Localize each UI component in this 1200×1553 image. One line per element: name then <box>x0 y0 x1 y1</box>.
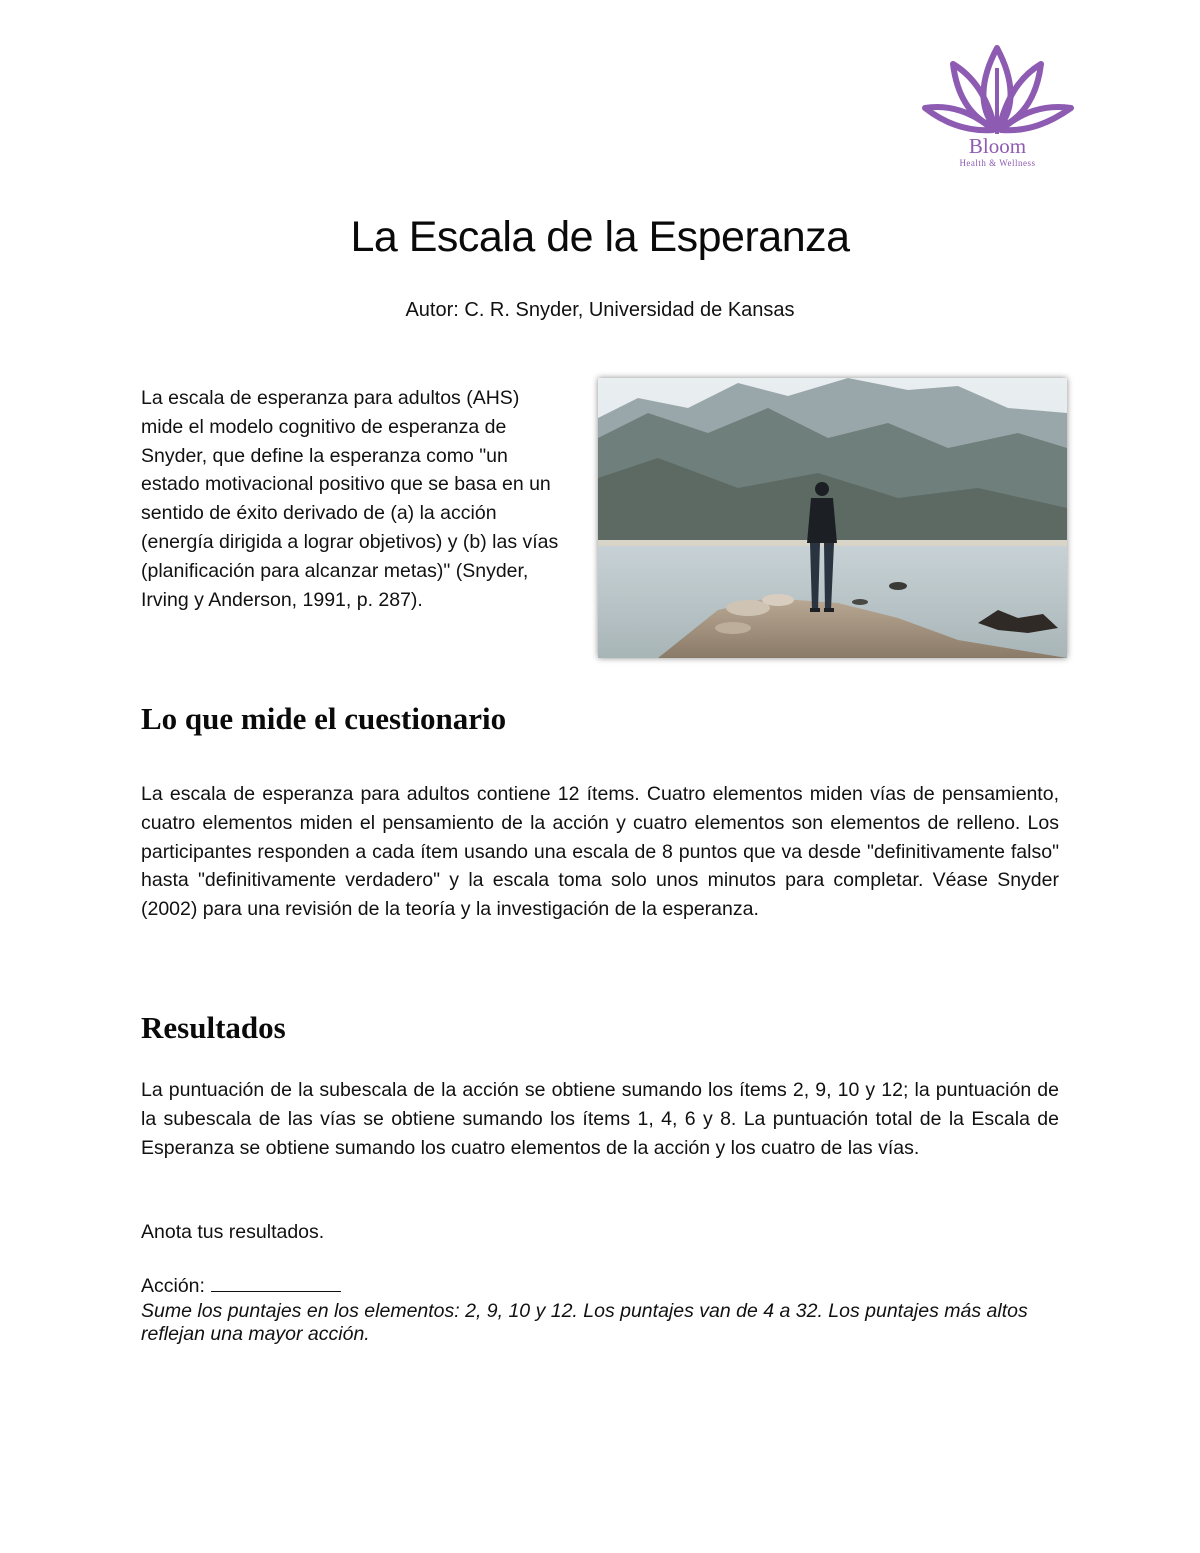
accion-field <box>141 1275 341 1298</box>
author-line: Autor: C. R. Snyder, Universidad de Kansas <box>405 299 795 321</box>
section-heading-results: Resultados <box>141 1010 286 1045</box>
accion-label: Acción: <box>141 1275 205 1297</box>
bloom-logo <box>915 38 1080 178</box>
lotus-icon <box>915 38 1080 138</box>
intro-paragraph: La escala de esperanza para adultos (AHS) mide el modelo cognitivo de esperanza de Snyder, que define la esperanza como "un estado motivacional positivo que se basa en un sentido de éxito derivado de (a) la acción (energía dirigida a lograr objetivos) y (b) las vías (planificación para alcanzar metas)" (Snyder, Irving y Anderson, 1991, p. 287). <box>141 387 559 611</box>
page-title: La Escala de la Esperanza <box>350 213 850 261</box>
accion-hint: Sume los puntajes en los elementos: 2, 9, 10 y 12. Los puntajes van de 4 a 32. Los puntajes más altos reflejan una mayor acción. <box>141 1300 1028 1345</box>
section-heading-measures: Lo que mide el cuestionario <box>141 701 507 736</box>
measures-paragraph: La escala de esperanza para adultos contiene 12 ítems. Cuatro elementos miden vías de pensamiento, cuatro elementos miden el pensamiento de la acción y cuatro elementos son elementos de relleno. Los participantes responden a cada ítem usando una escala de 8 puntos que va desde "definitivamente falso" hasta "definitivamente verdadero" y la escala toma solo unos minutos para completar. Véase Snyder (2002) para una revisión de la teoría y la investigación de la esperanza. <box>141 783 1059 921</box>
accion-blank-line[interactable] <box>211 1275 341 1292</box>
logo-name: Bloom <box>968 134 1027 158</box>
logo-tagline: Health & Wellness <box>959 158 1036 168</box>
results-paragraph: La puntuación de la subescala de la acción se obtiene sumando los ítems 2, 9, 10 y 12; la puntuación de la subescala de las vías se obtiene sumando los ítems 1, 4, 6 y 8. La puntuación total de la Escala de Esperanza se obtiene sumando los cuatro elementos de la acción y los cuatro de las vías. <box>141 1079 1059 1159</box>
lake-mountain-photo <box>598 378 1067 658</box>
results-instruction: Anota tus resultados. <box>141 1221 325 1243</box>
